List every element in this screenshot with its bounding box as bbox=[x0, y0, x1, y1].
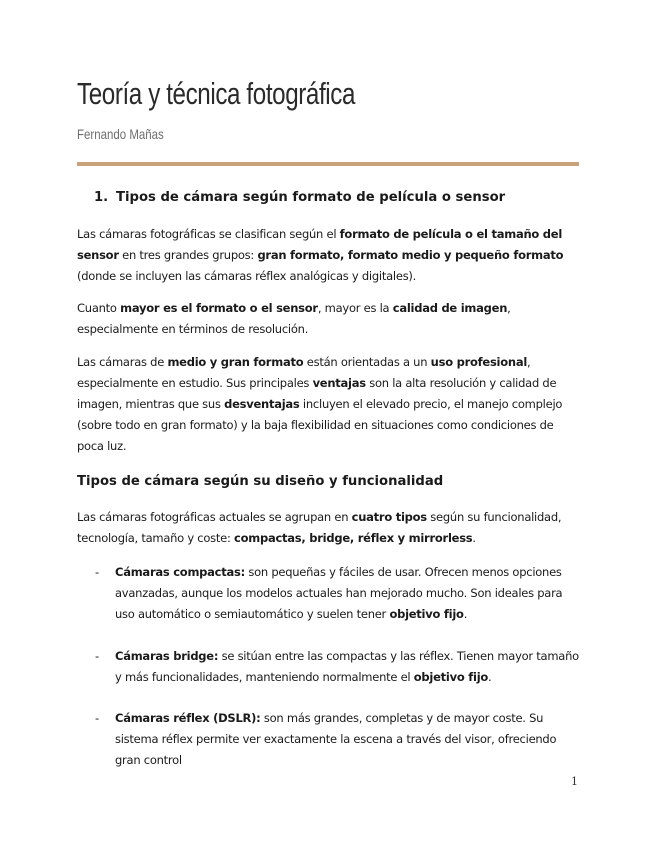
document-author: Fernando Mañas bbox=[77, 126, 164, 142]
bullet-dash: - bbox=[95, 649, 100, 663]
section-heading-design: Tipos de cámara según su diseño y funcionalidad bbox=[77, 474, 444, 489]
paragraph-four-types: Las cámaras fotográficas actuales se agrupan en cuatro tipos según su funcionalidad, tecnología, tamaño y coste: compactas, bridge, réflex y mirrorless. bbox=[77, 510, 562, 545]
paragraph-professional-use: Las cámaras de medio y gran formato están orientadas a un uso profesional, especialmente en estudio. Sus principales ventajas son la alta resolución y calidad de imagen, mientras que sus desventajas incluyen el elevado precio, el manejo complejo (sobre todo en gran formato) y la baja flexibilidad en situaciones como condiciones de poca luz. bbox=[77, 355, 563, 453]
section-number: 1. bbox=[94, 190, 109, 205]
bullet-dash: - bbox=[95, 711, 100, 725]
page-number: 1 bbox=[571, 775, 578, 788]
list-item-compactas: Cámaras compactas: son pequeñas y fáciles de usar. Ofrecen menos opciones avanzadas, aunque los modelos actuales han mejorado mucho. Son ideales para uso automático o semiautomático y suelen tener objetivo fijo. bbox=[115, 565, 563, 621]
list-item-reflex: Cámaras réflex (DSLR): son más grandes, completas y de mayor coste. Su sistema réflex permite ver exactamente la escena a través del visor, ofreciendo gran control bbox=[115, 711, 557, 767]
section-heading-text: Tipos de cámara según formato de película o sensor bbox=[116, 190, 506, 205]
paragraph-format-classification: Las cámaras fotográficas se clasifican según el formato de película o el tamaño del sensor en tres grandes grupos: gran formato, formato medio y pequeño formato (donde se incluyen las cámaras réflex analógicas y digitales). bbox=[77, 227, 564, 283]
list-item-bridge: Cámaras bridge: se sitúan entre las compactas y las réflex. Tienen mayor tamaño y más funcionalidades, manteniendo normalmente el objetivo fijo. bbox=[115, 649, 579, 684]
bullet-dash: - bbox=[95, 565, 100, 579]
paragraph-format-quality: Cuanto mayor es el formato o el sensor, mayor es la calidad de imagen, especialmente en términos de resolución. bbox=[77, 301, 511, 336]
title-divider bbox=[77, 162, 579, 166]
section-heading-format bbox=[94, 190, 505, 205]
document-title: Teoría y técnica fotográfica bbox=[77, 76, 356, 111]
